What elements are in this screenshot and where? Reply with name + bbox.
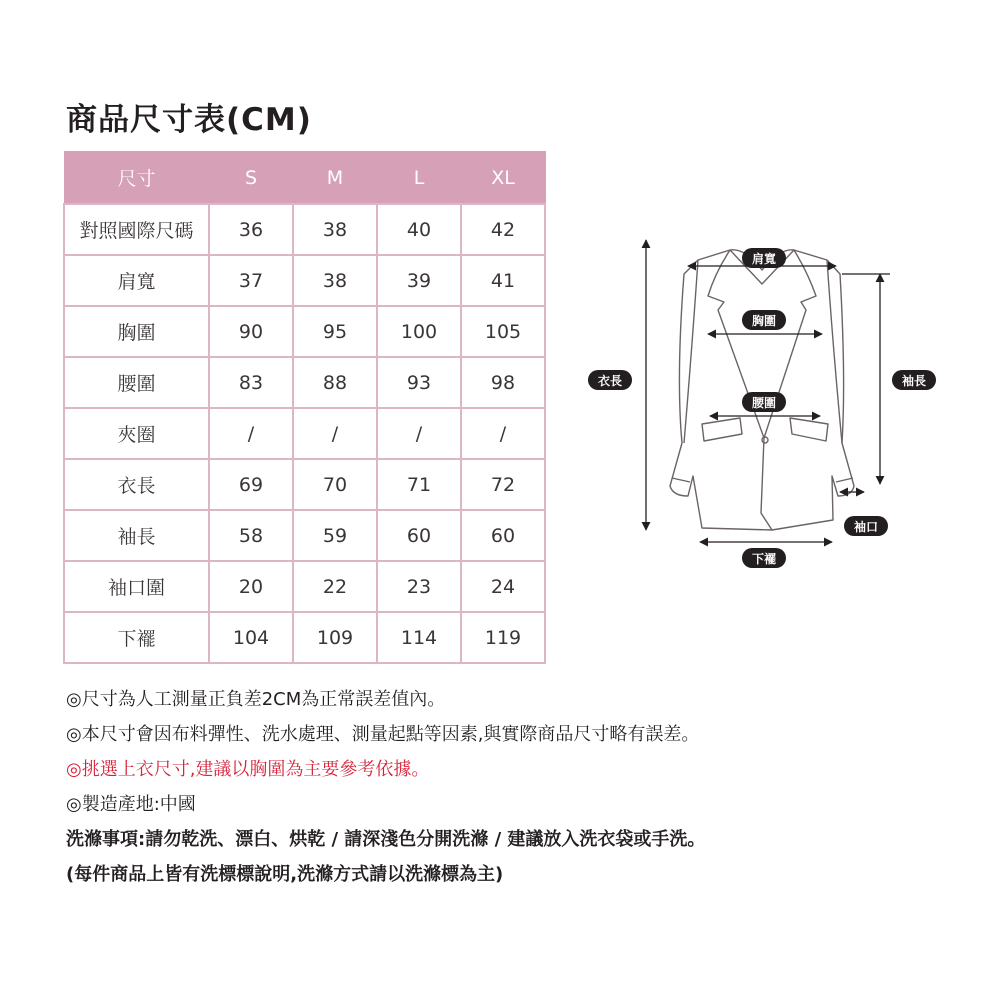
table-cell: 37	[209, 255, 293, 306]
table-cell: 22	[293, 561, 377, 612]
table-cell: 69	[209, 459, 293, 510]
table-cell: 42	[461, 204, 545, 255]
table-cell: 24	[461, 561, 545, 612]
tag-waist-label: 腰圍	[751, 396, 777, 410]
tag-shoulder	[742, 248, 786, 268]
note-washing: 洗滌事項:請勿乾洗、漂白、烘乾 / 請深淺色分開洗滌 / 建議放入洗衣袋或手洗。	[66, 829, 706, 850]
row-label: 夾圈	[64, 408, 209, 459]
table-cell: /	[377, 408, 461, 459]
table-row	[64, 561, 545, 612]
row-label: 衣長	[64, 459, 209, 510]
table-body	[64, 204, 545, 663]
table-cell: 40	[377, 204, 461, 255]
header-m: M	[293, 152, 377, 205]
table-cell: 119	[461, 612, 545, 663]
table-cell: 98	[461, 357, 545, 408]
row-label: 腰圍	[64, 357, 209, 408]
note-chest-advice: ◎挑選上衣尺寸,建議以胸圍為主要參考依據。	[66, 759, 430, 780]
header-s: S	[209, 152, 293, 205]
table-cell: 104	[209, 612, 293, 663]
table-row	[64, 306, 545, 357]
table-cell: 36	[209, 204, 293, 255]
table-cell: 83	[209, 357, 293, 408]
table-cell: /	[461, 408, 545, 459]
table-cell: 105	[461, 306, 545, 357]
table-row	[64, 612, 545, 663]
note-wash-label: (每件商品上皆有洗標標說明,洗滌方式請以洗滌標為主)	[66, 864, 504, 885]
tag-waist	[742, 392, 786, 412]
table-cell: 72	[461, 459, 545, 510]
table-cell: 100	[377, 306, 461, 357]
notes-section	[66, 682, 966, 892]
table-cell: 38	[293, 255, 377, 306]
tag-sleeve-label: 袖長	[901, 374, 927, 388]
row-label: 對照國際尺碼	[64, 204, 209, 255]
row-label: 袖口圍	[64, 561, 209, 612]
table-row	[64, 459, 545, 510]
table-row	[64, 204, 545, 255]
tag-sleeve	[892, 370, 936, 390]
header-xl: XL	[461, 152, 545, 205]
row-label: 肩寬	[64, 255, 209, 306]
table-cell: 39	[377, 255, 461, 306]
row-label: 下襬	[64, 612, 209, 663]
table-cell: 20	[209, 561, 293, 612]
jacket-outline	[670, 250, 854, 530]
table-cell: 60	[377, 510, 461, 561]
tag-hem-label: 下襬	[751, 552, 777, 566]
tag-length-label: 衣長	[597, 374, 623, 388]
table-cell: 59	[293, 510, 377, 561]
table-cell: /	[209, 408, 293, 459]
row-label: 袖長	[64, 510, 209, 561]
table-cell: 38	[293, 204, 377, 255]
tag-chest-label: 胸圍	[751, 314, 777, 328]
note-tolerance: ◎尺寸為人工測量正負差2CM為正常誤差值內。	[66, 689, 446, 710]
row-label: 胸圍	[64, 306, 209, 357]
note-variance: ◎本尺寸會因布料彈性、洗水處理、測量起點等因素,與實際商品尺寸略有誤差。	[66, 724, 700, 745]
table-cell: 41	[461, 255, 545, 306]
table-header-row	[64, 152, 545, 205]
tag-chest	[742, 310, 786, 330]
table-cell: 90	[209, 306, 293, 357]
tag-length	[588, 370, 632, 390]
table-cell: /	[293, 408, 377, 459]
tag-cuff-label: 袖口	[853, 520, 879, 534]
table-cell: 95	[293, 306, 377, 357]
table-row	[64, 357, 545, 408]
table-row	[64, 255, 545, 306]
table-cell: 109	[293, 612, 377, 663]
tag-hem	[742, 548, 786, 568]
jacket-diagram	[580, 228, 960, 588]
table-cell: 88	[293, 357, 377, 408]
table-cell: 23	[377, 561, 461, 612]
table-cell: 114	[377, 612, 461, 663]
table-cell: 93	[377, 357, 461, 408]
table-cell: 58	[209, 510, 293, 561]
header-l: L	[377, 152, 461, 205]
tag-cuff	[844, 516, 888, 536]
size-table	[63, 151, 546, 664]
note-origin: ◎製造產地:中國	[66, 794, 196, 815]
header-size: 尺寸	[64, 152, 209, 205]
table-row	[64, 408, 545, 459]
tag-shoulder-label: 肩寬	[751, 252, 777, 266]
page-title: 商品尺寸表(CM)	[66, 102, 312, 138]
table-cell: 60	[461, 510, 545, 561]
table-cell: 70	[293, 459, 377, 510]
table-row	[64, 510, 545, 561]
table-cell: 71	[377, 459, 461, 510]
